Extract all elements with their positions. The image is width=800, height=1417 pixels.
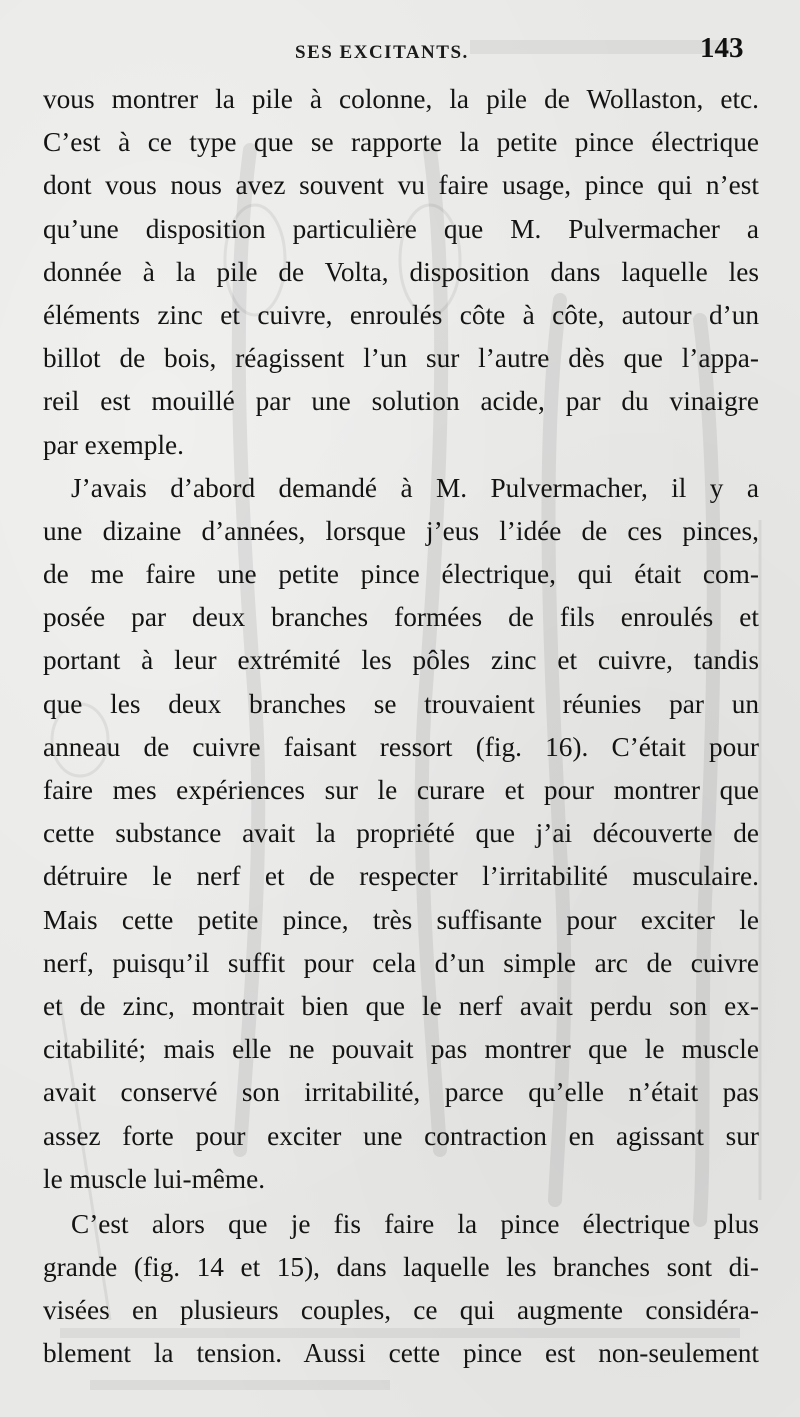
text-line: cette substance avait la propriété que j’ai découverte de	[43, 818, 759, 849]
text-line: vous montrer la pile à colonne, la pile de Wollaston, etc.	[43, 84, 759, 114]
text-line: par exemple.	[43, 429, 184, 460]
body-text	[43, 78, 759, 1376]
text-line: avait conservé son irritabilité, parce qu’elle n’était pas	[43, 1077, 759, 1108]
text-line: dont vous nous avez souvent vu faire usage, pince qui n’est	[43, 170, 759, 201]
text-line: J’avais d’abord demandé à M. Pulvermacher, il y a	[71, 472, 759, 503]
text-line: posée par deux branches formées de fils enroulés et	[43, 602, 759, 633]
text-line: nerf, puisqu’il suffit pour cela d’un simple arc de cuivre	[43, 947, 759, 978]
text-line: faire mes expériences sur le curare et pour montrer que	[43, 775, 759, 805]
text-line: visées en plusieurs couples, ce qui augmente considéra-	[43, 1295, 759, 1326]
text-line: C’est à ce type que se rapporte la petite pince électrique	[43, 127, 759, 158]
running-header	[0, 30, 800, 74]
text-line: donnée à la pile de Volta, disposition dans laquelle les	[43, 256, 759, 287]
text-line: qu’une disposition particulière que M. Pulvermacher a	[43, 213, 759, 244]
page-number: 143	[700, 32, 744, 64]
text-line: le muscle lui-même.	[43, 1163, 266, 1194]
text-line: citabilité; mais elle ne pouvait pas montrer que le muscle	[43, 1034, 759, 1065]
text-line: de me faire une petite pince électrique, qui était com-	[43, 559, 759, 590]
text-line: C’est alors que je fis faire la pince électrique plus	[71, 1208, 759, 1239]
text-line: détruire le nerf et de respecter l’irritabilité musculaire.	[43, 861, 759, 892]
text-line: anneau de cuivre faisant ressort (fig. 16). C’était pour	[43, 731, 759, 762]
text-line: portant à leur extrémité les pôles zinc et cuivre, tandis	[43, 645, 759, 676]
text-line: Mais cette petite pince, très suffisante pour exciter le	[43, 904, 759, 935]
text-line: assez forte pour exciter une contraction en agissant sur	[43, 1120, 759, 1151]
text-line: blement la tension. Aussi cette pince est non-seulement	[43, 1338, 759, 1369]
text-line: reil est mouillé par une solution acide, par du vinaigre	[43, 386, 759, 417]
text-line: une dizaine d’années, lorsque j’eus l’idée de ces pinces,	[43, 515, 759, 546]
text-line: grande (fig. 14 et 15), dans laquelle les branches sont di-	[43, 1252, 759, 1283]
text-line: billot de bois, réagissent l’un sur l’autre dès que l’appa-	[43, 343, 759, 374]
text-line: éléments zinc et cuivre, enroulés côte à côte, autour d’un	[43, 299, 759, 330]
text-line: et de zinc, montrait bien que le nerf avait perdu son ex-	[43, 990, 759, 1021]
running-title: SES EXCITANTS.	[295, 42, 469, 63]
text-line: que les deux branches se trouvaient réunies par un	[43, 688, 759, 719]
